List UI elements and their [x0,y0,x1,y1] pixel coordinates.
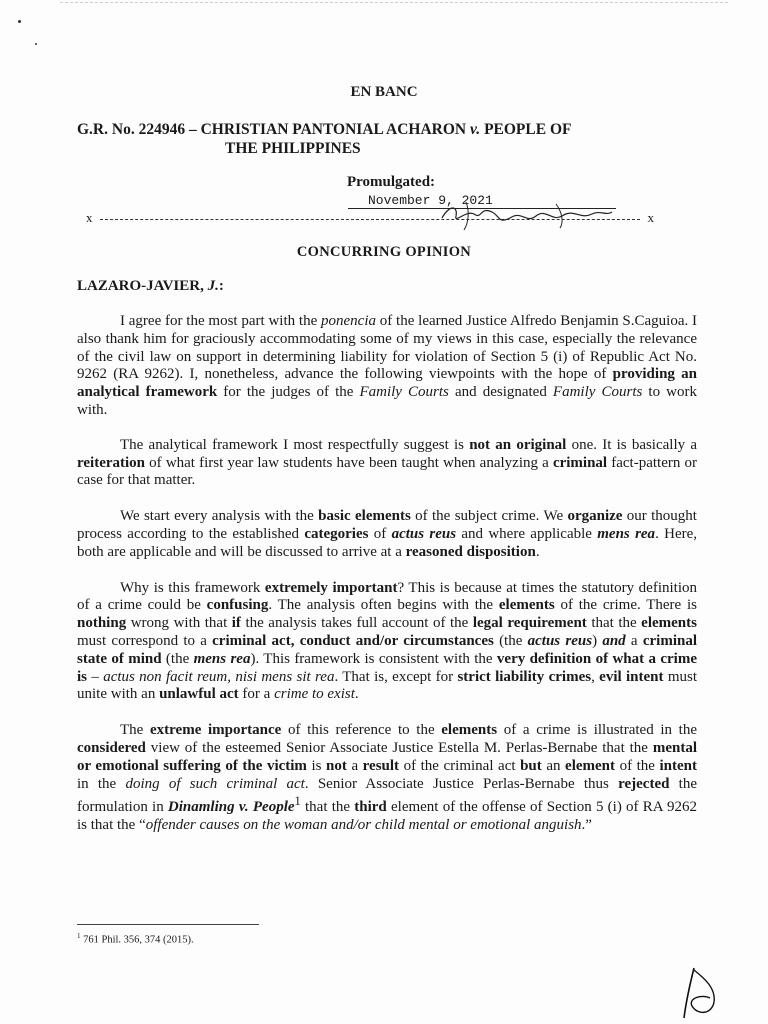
text-run: crime to exist [274,686,355,703]
text-run: must unite with an [77,668,698,703]
text-run: criminal act, conduct and/or circumstances [212,632,494,649]
text-run: of the [615,757,660,774]
text-run: a [346,757,363,774]
paragraph-5 [77,722,697,835]
clerk-signature-icon [436,194,616,234]
opinion-heading: CONCURRING OPINION [296,244,472,260]
text-run: Why is this framework [120,579,265,596]
division-heading: EN BANC [350,84,418,100]
text-run: mens rea [193,650,251,667]
author-title: J. [203,278,219,294]
text-run: ? This is because at times the statutory definition of a crime could be [77,579,697,614]
handwritten-initial-icon [680,964,730,1020]
text-run: for a [238,686,275,703]
text-run: ponencia [321,313,376,329]
text-run: that the [586,615,642,632]
text-run: , [591,668,600,685]
text-run: element of the offense of Section 5 (i) of RA 9262 is that the “ [77,799,697,834]
text-run: to work with. [77,384,697,418]
footnote-rule [77,924,259,925]
text-run: our thought process according to the established [77,508,697,542]
text-run: – [87,668,104,685]
text-run: in the [77,775,126,792]
paragraph-3 [77,508,697,561]
footnote-text: 761 Phil. 356, 374 (2015). [80,934,194,946]
text-run: categories [304,525,369,542]
scan-edge-line [60,2,728,4]
text-run: if [231,615,241,632]
text-run: of the learned Justice Alfredo Benjamin S.Caguioa. I also thank him for graciously accommodating some of my views in this case, especially the relevance of the civil law on support in determining liability for violation of Section 5 (i) of Republic Act No. 9262 (RA 9262). I, nonetheless, advance the following viewpoints with the hope of [77,313,697,383]
promulgated-label: Promulgated: [347,174,436,190]
text-run: mental or emotional suffering of the victim [77,739,697,774]
text-run: strict liability crimes [457,668,592,685]
separator-x-left: x [86,210,93,225]
text-run: doing of such criminal act [125,775,305,792]
text-run: Family Courts [552,384,643,401]
text-run: that the [300,799,355,816]
text-run: (the [493,632,528,649]
text-run: intent [659,757,697,774]
text-run: The analytical framework I most respectfully suggest is [120,436,470,453]
text-run: criminal [552,454,608,471]
case-title-part: PEOPLE OF [480,121,572,138]
paragraph-4 [77,580,697,705]
text-run: of the subject crime. We [410,508,568,525]
text-run: reasoned disposition [405,543,536,560]
opinion-author [77,278,224,295]
text-run: of what first year law students have been taught when analyzing a [145,454,553,471]
text-run: extremely important [264,579,398,596]
text-run: actus non facit reum, nisi mens sit rea [103,668,335,685]
text-run: and [602,632,626,649]
text-run: reiteration [77,454,146,471]
text-run: . [354,686,359,703]
text-run: We start every analysis with the [120,508,319,525]
text-run: extreme importance [150,722,282,739]
text-run: very definition of what a crime is [77,650,697,685]
case-title [77,120,717,158]
text-run: wrong with that [126,615,232,632]
text-run: actus reus [527,632,593,649]
text-run: actus reus [391,525,457,542]
text-run: of the crime. There is [554,597,697,614]
text-run: result [362,757,400,774]
case-title-line2: THE PHILIPPINES [225,140,361,157]
text-run: organize [567,508,623,525]
case-title-part: G.R. No. 224946 – CHRISTIAN PANTONIAL ACHARON [77,121,470,138]
text-run: Family Courts [359,384,449,401]
author-name: LAZARO-JAVIER, [77,278,204,294]
footnote [77,932,194,946]
text-run: element [565,757,616,774]
text-run: rejected [618,775,670,792]
opinion-body [77,313,697,853]
text-run: an [541,757,566,774]
text-run: of the criminal act [399,757,521,774]
footnote-number: 1 [77,932,81,940]
text-run: ). This framework is consistent with the [250,650,497,667]
footnote-ref: 1 [294,794,301,809]
text-run: . Senior Associate Justice Perlas-Bernabe thus [304,775,619,792]
text-run: view of the esteemed Senior Associate Justice Estella M. Perlas-Bernabe that the [145,739,653,756]
text-run: fact-pattern or case for that matter. [77,454,697,489]
text-run: and designated [448,384,553,401]
separator-x-right: x [647,210,654,225]
paragraph-1 [77,313,697,420]
text-run: considered [77,739,146,756]
text-run: must correspond to a [77,632,213,649]
text-run: offender causes on the woman and/or child mental or emotional anguish [145,817,582,834]
text-run: ) [592,632,603,649]
text-run: confusing [206,597,269,614]
text-run: a [625,632,643,649]
case-citation: Dinamling v. People [167,799,295,816]
text-run: elements [441,722,498,739]
text-run: unlawful act [159,686,239,703]
text-run: is [306,757,327,774]
text-run: the formulation in [77,775,698,816]
text-run: nothing [77,615,127,632]
text-run: not an original [469,436,567,453]
author-colon: : [218,278,224,294]
text-run: of [368,525,392,542]
paragraph-2 [77,437,697,490]
promulgated-date: November 9, 2021 [348,193,616,209]
text-run: elements [641,615,697,632]
text-run: .” [581,817,592,834]
case-title-versus: v. [470,121,481,138]
text-run: (the [161,650,194,667]
text-run: criminal state of mind [77,632,697,667]
text-run: elements [498,597,555,614]
text-run: the analysis takes full account of the [240,615,473,632]
text-run: but [520,757,542,774]
text-run: not [326,757,347,774]
text-run: . The analysis often begins with the [268,597,499,614]
text-run: providing an analytical framework [77,366,697,401]
text-run: . [535,543,540,560]
text-run: . That is, except for [334,668,458,685]
text-run: third [354,799,387,816]
text-run: and where applicable [456,525,598,542]
text-run: evil intent [599,668,664,685]
text-run: one. It is basically a [566,436,698,453]
text-run: The [120,722,150,739]
text-run: . Here, both are applicable and will be discussed to arrive at a [77,525,698,560]
text-run: I agree for the most part with the [120,313,322,329]
text-run: mens rea [597,525,656,542]
text-run: for the judges of the [217,384,360,401]
scan-speck [18,20,21,23]
text-run: basic elements [318,508,411,525]
text-run: legal requirement [472,615,587,632]
text-run: of this reference to the [281,722,442,739]
text-run: of a crime is illustrated in the [497,722,698,739]
scan-speck [35,43,37,45]
